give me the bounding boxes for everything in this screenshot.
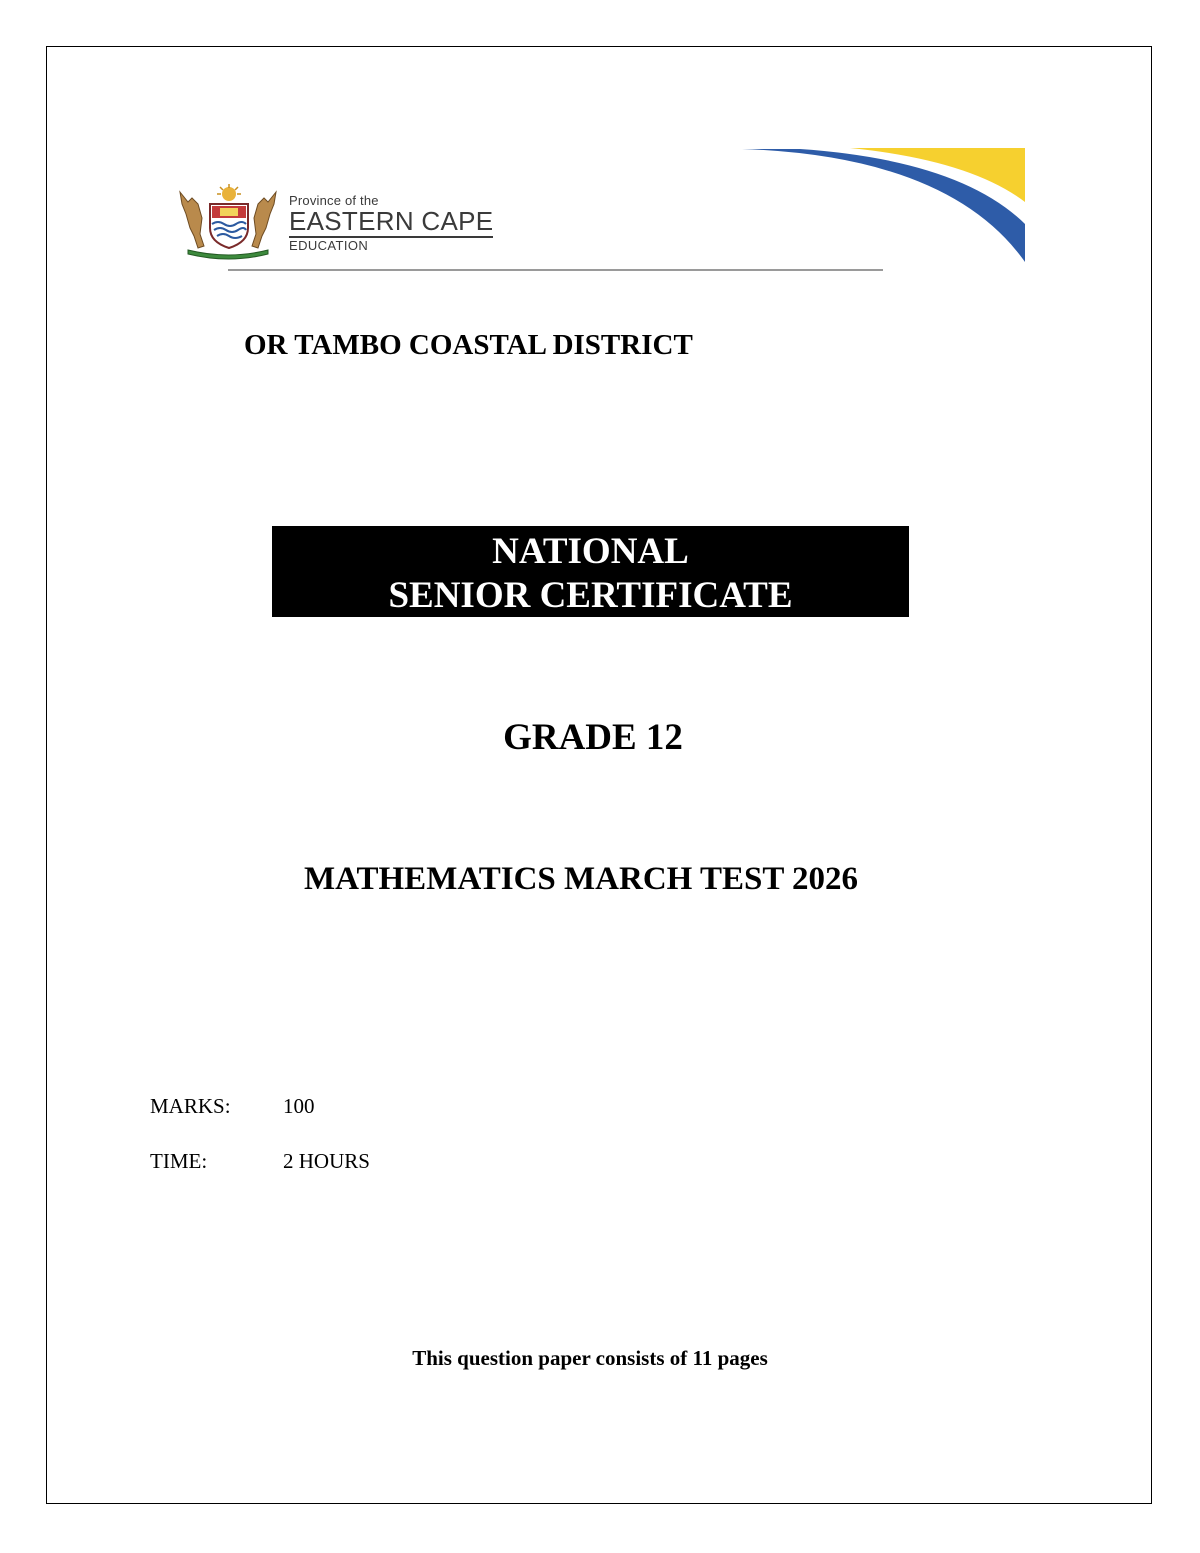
time-label: TIME: (150, 1149, 208, 1173)
grade-title: GRADE 12 (503, 717, 683, 758)
crest-sun (217, 184, 241, 201)
logo-province-line: Province of the (289, 193, 379, 208)
certificate-banner (272, 526, 909, 617)
crest-ribbon (188, 250, 268, 259)
subject-title: MATHEMATICS MARCH TEST 2026 (303, 861, 859, 897)
header-divider (228, 269, 883, 271)
crest-shield (210, 204, 248, 248)
logo-name-line: EASTERN CAPE (289, 206, 494, 236)
eastern-cape-logo (289, 194, 493, 254)
time-value: 2 HOURS (283, 1149, 370, 1173)
page-border (46, 46, 1152, 1504)
certificate-line-1: NATIONAL (492, 531, 689, 572)
district-name: OR TAMBO COASTAL DISTRICT (244, 329, 693, 361)
marks-label: MARKS: (150, 1094, 231, 1118)
marks-value: 100 (283, 1094, 315, 1118)
logo-department-line: EDUCATION (289, 238, 369, 253)
crest-right-supporter (252, 192, 276, 248)
certificate-line-2: SENIOR CERTIFICATE (388, 575, 793, 616)
crest-left-supporter (180, 192, 204, 248)
blue-yellow-swoosh-icon (740, 146, 1026, 264)
page-count-note: This question paper consists of 11 pages (412, 1346, 768, 1370)
coat-of-arms-icon (172, 184, 284, 260)
